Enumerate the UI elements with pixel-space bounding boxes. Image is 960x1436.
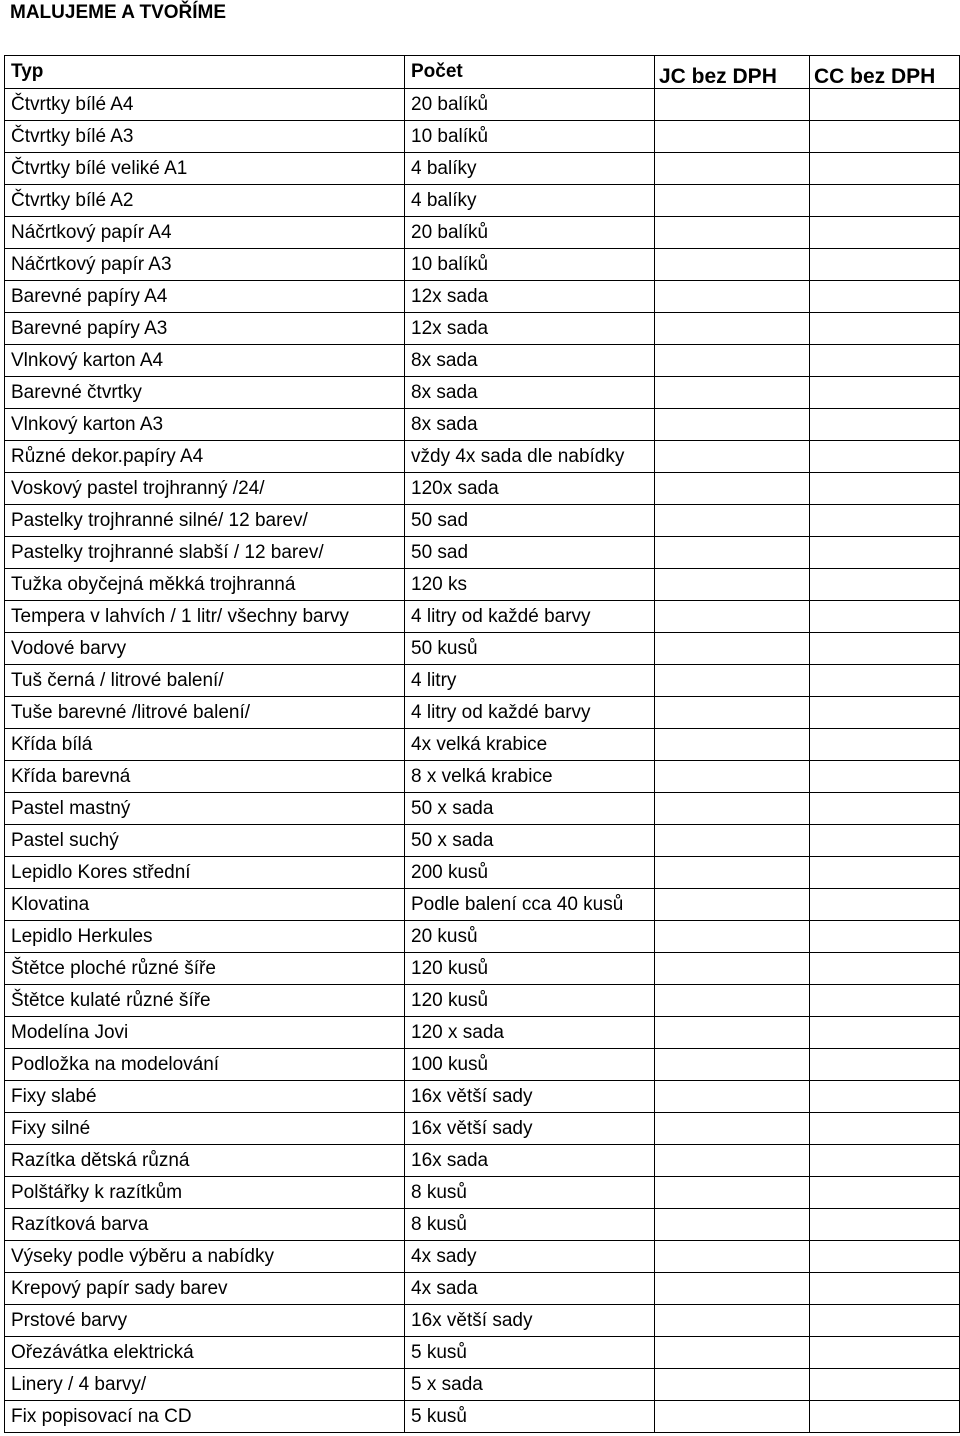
cell-typ: Barevné čtvrtky xyxy=(5,377,405,409)
cell-cc-bez-dph xyxy=(810,889,960,921)
cell-pocet: 20 balíků xyxy=(405,217,655,249)
table-row xyxy=(5,1305,960,1337)
cell-cc-bez-dph xyxy=(810,345,960,377)
cell-typ: Razítková barva xyxy=(5,1209,405,1241)
cell-pocet: 120 ks xyxy=(405,569,655,601)
cell-cc-bez-dph xyxy=(810,505,960,537)
cell-pocet: 16x větší sady xyxy=(405,1081,655,1113)
cell-typ: Čtvrtky bílé A2 xyxy=(5,185,405,217)
cell-jc-bez-dph xyxy=(655,633,810,665)
price-table xyxy=(4,55,960,1433)
table-row xyxy=(5,825,960,857)
cell-cc-bez-dph xyxy=(810,1401,960,1433)
cell-cc-bez-dph xyxy=(810,1081,960,1113)
table-row xyxy=(5,601,960,633)
table-row xyxy=(5,249,960,281)
table-row xyxy=(5,409,960,441)
cell-pocet: 20 kusů xyxy=(405,921,655,953)
table-row xyxy=(5,153,960,185)
cell-typ: Fixy silné xyxy=(5,1113,405,1145)
cell-cc-bez-dph xyxy=(810,569,960,601)
table-row xyxy=(5,793,960,825)
cell-jc-bez-dph xyxy=(655,601,810,633)
cell-pocet: 5 kusů xyxy=(405,1401,655,1433)
cell-pocet: 8 kusů xyxy=(405,1177,655,1209)
cell-jc-bez-dph xyxy=(655,121,810,153)
cell-typ: Krepový papír sady barev xyxy=(5,1273,405,1305)
cell-cc-bez-dph xyxy=(810,249,960,281)
cell-pocet: 4 litry xyxy=(405,665,655,697)
table-row xyxy=(5,1049,960,1081)
cell-typ: Čtvrtky bílé A4 xyxy=(5,89,405,121)
cell-cc-bez-dph xyxy=(810,665,960,697)
cell-cc-bez-dph xyxy=(810,697,960,729)
cell-pocet: 120 x sada xyxy=(405,1017,655,1049)
table-row xyxy=(5,1241,960,1273)
cell-jc-bez-dph xyxy=(655,1273,810,1305)
cell-typ: Štětce ploché různé šíře xyxy=(5,953,405,985)
cell-typ: Štětce kulaté různé šíře xyxy=(5,985,405,1017)
table-row xyxy=(5,313,960,345)
cell-pocet: 16x sada xyxy=(405,1145,655,1177)
table-header-row xyxy=(5,56,960,89)
cell-jc-bez-dph xyxy=(655,217,810,249)
cell-cc-bez-dph xyxy=(810,185,960,217)
cell-jc-bez-dph xyxy=(655,761,810,793)
cell-pocet: 50 kusů xyxy=(405,633,655,665)
cell-jc-bez-dph xyxy=(655,345,810,377)
cell-jc-bez-dph xyxy=(655,313,810,345)
cell-typ: Barevné papíry A3 xyxy=(5,313,405,345)
cell-typ: Tuš černá / litrové balení/ xyxy=(5,665,405,697)
cell-pocet: 4 balíky xyxy=(405,185,655,217)
cell-typ: Tužka obyčejná měkká trojhranná xyxy=(5,569,405,601)
cell-typ: Klovatina xyxy=(5,889,405,921)
cell-typ: Výseky podle výběru a nabídky xyxy=(5,1241,405,1273)
cell-jc-bez-dph xyxy=(655,1241,810,1273)
cell-typ: Barevné papíry A4 xyxy=(5,281,405,313)
cell-pocet: 8x sada xyxy=(405,409,655,441)
table-row xyxy=(5,217,960,249)
cell-jc-bez-dph xyxy=(655,409,810,441)
table-row xyxy=(5,121,960,153)
cell-typ: Vodové barvy xyxy=(5,633,405,665)
header-jc-bez-dph: JC bez DPH xyxy=(655,56,810,89)
cell-cc-bez-dph xyxy=(810,1337,960,1369)
cell-cc-bez-dph xyxy=(810,953,960,985)
cell-cc-bez-dph xyxy=(810,633,960,665)
table-row xyxy=(5,345,960,377)
cell-cc-bez-dph xyxy=(810,121,960,153)
cell-cc-bez-dph xyxy=(810,1113,960,1145)
cell-pocet: 4 litry od každé barvy xyxy=(405,601,655,633)
table-row xyxy=(5,505,960,537)
table-row xyxy=(5,377,960,409)
table-row xyxy=(5,89,960,121)
cell-typ: Fixy slabé xyxy=(5,1081,405,1113)
table-row xyxy=(5,1273,960,1305)
cell-jc-bez-dph xyxy=(655,793,810,825)
cell-jc-bez-dph xyxy=(655,665,810,697)
cell-cc-bez-dph xyxy=(810,1049,960,1081)
cell-pocet: 4x velká krabice xyxy=(405,729,655,761)
cell-jc-bez-dph xyxy=(655,153,810,185)
cell-typ: Pastelky trojhranné slabší / 12 barev/ xyxy=(5,537,405,569)
cell-jc-bez-dph xyxy=(655,1081,810,1113)
cell-cc-bez-dph xyxy=(810,1017,960,1049)
cell-jc-bez-dph xyxy=(655,537,810,569)
cell-cc-bez-dph xyxy=(810,1369,960,1401)
cell-cc-bez-dph xyxy=(810,761,960,793)
cell-typ: Náčrtkový papír A4 xyxy=(5,217,405,249)
table-row xyxy=(5,569,960,601)
cell-cc-bez-dph xyxy=(810,537,960,569)
cell-cc-bez-dph xyxy=(810,1273,960,1305)
cell-jc-bez-dph xyxy=(655,505,810,537)
cell-typ: Voskový pastel trojhranný /24/ xyxy=(5,473,405,505)
cell-pocet: 4x sada xyxy=(405,1273,655,1305)
table-row xyxy=(5,1081,960,1113)
cell-typ: Ořezávátka elektrická xyxy=(5,1337,405,1369)
table-row xyxy=(5,985,960,1017)
page-title: MALUJEME A TVOŘÍME xyxy=(10,2,227,23)
cell-pocet: 10 balíků xyxy=(405,121,655,153)
cell-jc-bez-dph xyxy=(655,281,810,313)
cell-typ: Čtvrtky bílé A3 xyxy=(5,121,405,153)
cell-cc-bez-dph xyxy=(810,281,960,313)
cell-typ: Linery / 4 barvy/ xyxy=(5,1369,405,1401)
cell-pocet: 20 balíků xyxy=(405,89,655,121)
cell-cc-bez-dph xyxy=(810,409,960,441)
cell-cc-bez-dph xyxy=(810,153,960,185)
cell-pocet: 12x sada xyxy=(405,281,655,313)
table-row xyxy=(5,185,960,217)
table-row xyxy=(5,441,960,473)
cell-pocet: 200 kusů xyxy=(405,857,655,889)
cell-jc-bez-dph xyxy=(655,1017,810,1049)
cell-typ: Čtvrtky bílé veliké A1 xyxy=(5,153,405,185)
cell-typ: Náčrtkový papír A3 xyxy=(5,249,405,281)
cell-jc-bez-dph xyxy=(655,1337,810,1369)
cell-jc-bez-dph xyxy=(655,1177,810,1209)
cell-typ: Podložka na modelování xyxy=(5,1049,405,1081)
cell-typ: Modelína Jovi xyxy=(5,1017,405,1049)
cell-pocet: 5 kusů xyxy=(405,1337,655,1369)
cell-pocet: 8x sada xyxy=(405,377,655,409)
cell-cc-bez-dph xyxy=(810,729,960,761)
cell-jc-bez-dph xyxy=(655,185,810,217)
cell-pocet: 50 sad xyxy=(405,537,655,569)
cell-jc-bez-dph xyxy=(655,1049,810,1081)
table-row xyxy=(5,1209,960,1241)
cell-pocet: 16x větší sady xyxy=(405,1305,655,1337)
table-row xyxy=(5,889,960,921)
cell-typ: Křída bílá xyxy=(5,729,405,761)
cell-pocet: 4 litry od každé barvy xyxy=(405,697,655,729)
cell-cc-bez-dph xyxy=(810,1209,960,1241)
table-row xyxy=(5,1145,960,1177)
cell-jc-bez-dph xyxy=(655,1113,810,1145)
header-typ: Typ xyxy=(5,56,405,89)
cell-jc-bez-dph xyxy=(655,1401,810,1433)
cell-cc-bez-dph xyxy=(810,921,960,953)
table-row xyxy=(5,761,960,793)
cell-pocet: 120 kusů xyxy=(405,953,655,985)
cell-pocet: 10 balíků xyxy=(405,249,655,281)
cell-cc-bez-dph xyxy=(810,377,960,409)
cell-jc-bez-dph xyxy=(655,825,810,857)
cell-jc-bez-dph xyxy=(655,1305,810,1337)
cell-pocet: 5 x sada xyxy=(405,1369,655,1401)
cell-typ: Pastel mastný xyxy=(5,793,405,825)
cell-jc-bez-dph xyxy=(655,1209,810,1241)
cell-pocet: Podle balení cca 40 kusů xyxy=(405,889,655,921)
table-row xyxy=(5,633,960,665)
table-row xyxy=(5,1337,960,1369)
cell-jc-bez-dph xyxy=(655,441,810,473)
cell-pocet: 12x sada xyxy=(405,313,655,345)
cell-jc-bez-dph xyxy=(655,1145,810,1177)
table-row xyxy=(5,281,960,313)
cell-typ: Vlnkový karton A3 xyxy=(5,409,405,441)
cell-jc-bez-dph xyxy=(655,985,810,1017)
cell-pocet: 4x sady xyxy=(405,1241,655,1273)
cell-cc-bez-dph xyxy=(810,1241,960,1273)
cell-jc-bez-dph xyxy=(655,473,810,505)
cell-pocet: 8 kusů xyxy=(405,1209,655,1241)
cell-cc-bez-dph xyxy=(810,825,960,857)
cell-typ: Tempera v lahvích / 1 litr/ všechny barvy xyxy=(5,601,405,633)
cell-cc-bez-dph xyxy=(810,89,960,121)
cell-jc-bez-dph xyxy=(655,953,810,985)
cell-pocet: 120 kusů xyxy=(405,985,655,1017)
cell-cc-bez-dph xyxy=(810,857,960,889)
cell-cc-bez-dph xyxy=(810,441,960,473)
table-row xyxy=(5,473,960,505)
cell-pocet: 100 kusů xyxy=(405,1049,655,1081)
cell-jc-bez-dph xyxy=(655,89,810,121)
cell-cc-bez-dph xyxy=(810,1177,960,1209)
cell-jc-bez-dph xyxy=(655,249,810,281)
cell-pocet: 4 balíky xyxy=(405,153,655,185)
cell-cc-bez-dph xyxy=(810,1305,960,1337)
cell-typ: Křída barevná xyxy=(5,761,405,793)
cell-cc-bez-dph xyxy=(810,1145,960,1177)
cell-pocet: 50 x sada xyxy=(405,793,655,825)
cell-typ: Tuše barevné /litrové balení/ xyxy=(5,697,405,729)
cell-jc-bez-dph xyxy=(655,1369,810,1401)
cell-typ: Fix popisovací na CD xyxy=(5,1401,405,1433)
table-row xyxy=(5,1401,960,1433)
header-pocet: Počet xyxy=(405,56,655,89)
cell-jc-bez-dph xyxy=(655,729,810,761)
cell-typ: Pastelky trojhranné silné/ 12 barev/ xyxy=(5,505,405,537)
cell-typ: Polštářky k razítkům xyxy=(5,1177,405,1209)
cell-typ: Pastel suchý xyxy=(5,825,405,857)
table-row xyxy=(5,1113,960,1145)
table-row xyxy=(5,665,960,697)
cell-pocet: 50 x sada xyxy=(405,825,655,857)
cell-pocet: 16x větší sady xyxy=(405,1113,655,1145)
cell-cc-bez-dph xyxy=(810,473,960,505)
cell-typ: Lepidlo Herkules xyxy=(5,921,405,953)
table-row xyxy=(5,729,960,761)
table-row xyxy=(5,921,960,953)
cell-pocet: 50 sad xyxy=(405,505,655,537)
cell-typ: Razítka dětská různá xyxy=(5,1145,405,1177)
cell-cc-bez-dph xyxy=(810,601,960,633)
cell-jc-bez-dph xyxy=(655,697,810,729)
table-row xyxy=(5,537,960,569)
header-cc-bez-dph: CC bez DPH xyxy=(810,56,960,89)
cell-jc-bez-dph xyxy=(655,921,810,953)
cell-pocet: 8 x velká krabice xyxy=(405,761,655,793)
cell-typ: Lepidlo Kores střední xyxy=(5,857,405,889)
table-row xyxy=(5,697,960,729)
cell-pocet: vždy 4x sada dle nabídky xyxy=(405,441,655,473)
table-row xyxy=(5,1177,960,1209)
table-row xyxy=(5,1369,960,1401)
cell-jc-bez-dph xyxy=(655,889,810,921)
cell-typ: Prstové barvy xyxy=(5,1305,405,1337)
cell-pocet: 120x sada xyxy=(405,473,655,505)
cell-jc-bez-dph xyxy=(655,569,810,601)
table-row xyxy=(5,857,960,889)
cell-jc-bez-dph xyxy=(655,857,810,889)
cell-typ: Různé dekor.papíry A4 xyxy=(5,441,405,473)
cell-pocet: 8x sada xyxy=(405,345,655,377)
cell-cc-bez-dph xyxy=(810,313,960,345)
cell-jc-bez-dph xyxy=(655,377,810,409)
table-row xyxy=(5,953,960,985)
cell-cc-bez-dph xyxy=(810,793,960,825)
table-row xyxy=(5,1017,960,1049)
cell-typ: Vlnkový karton A4 xyxy=(5,345,405,377)
cell-cc-bez-dph xyxy=(810,985,960,1017)
cell-cc-bez-dph xyxy=(810,217,960,249)
